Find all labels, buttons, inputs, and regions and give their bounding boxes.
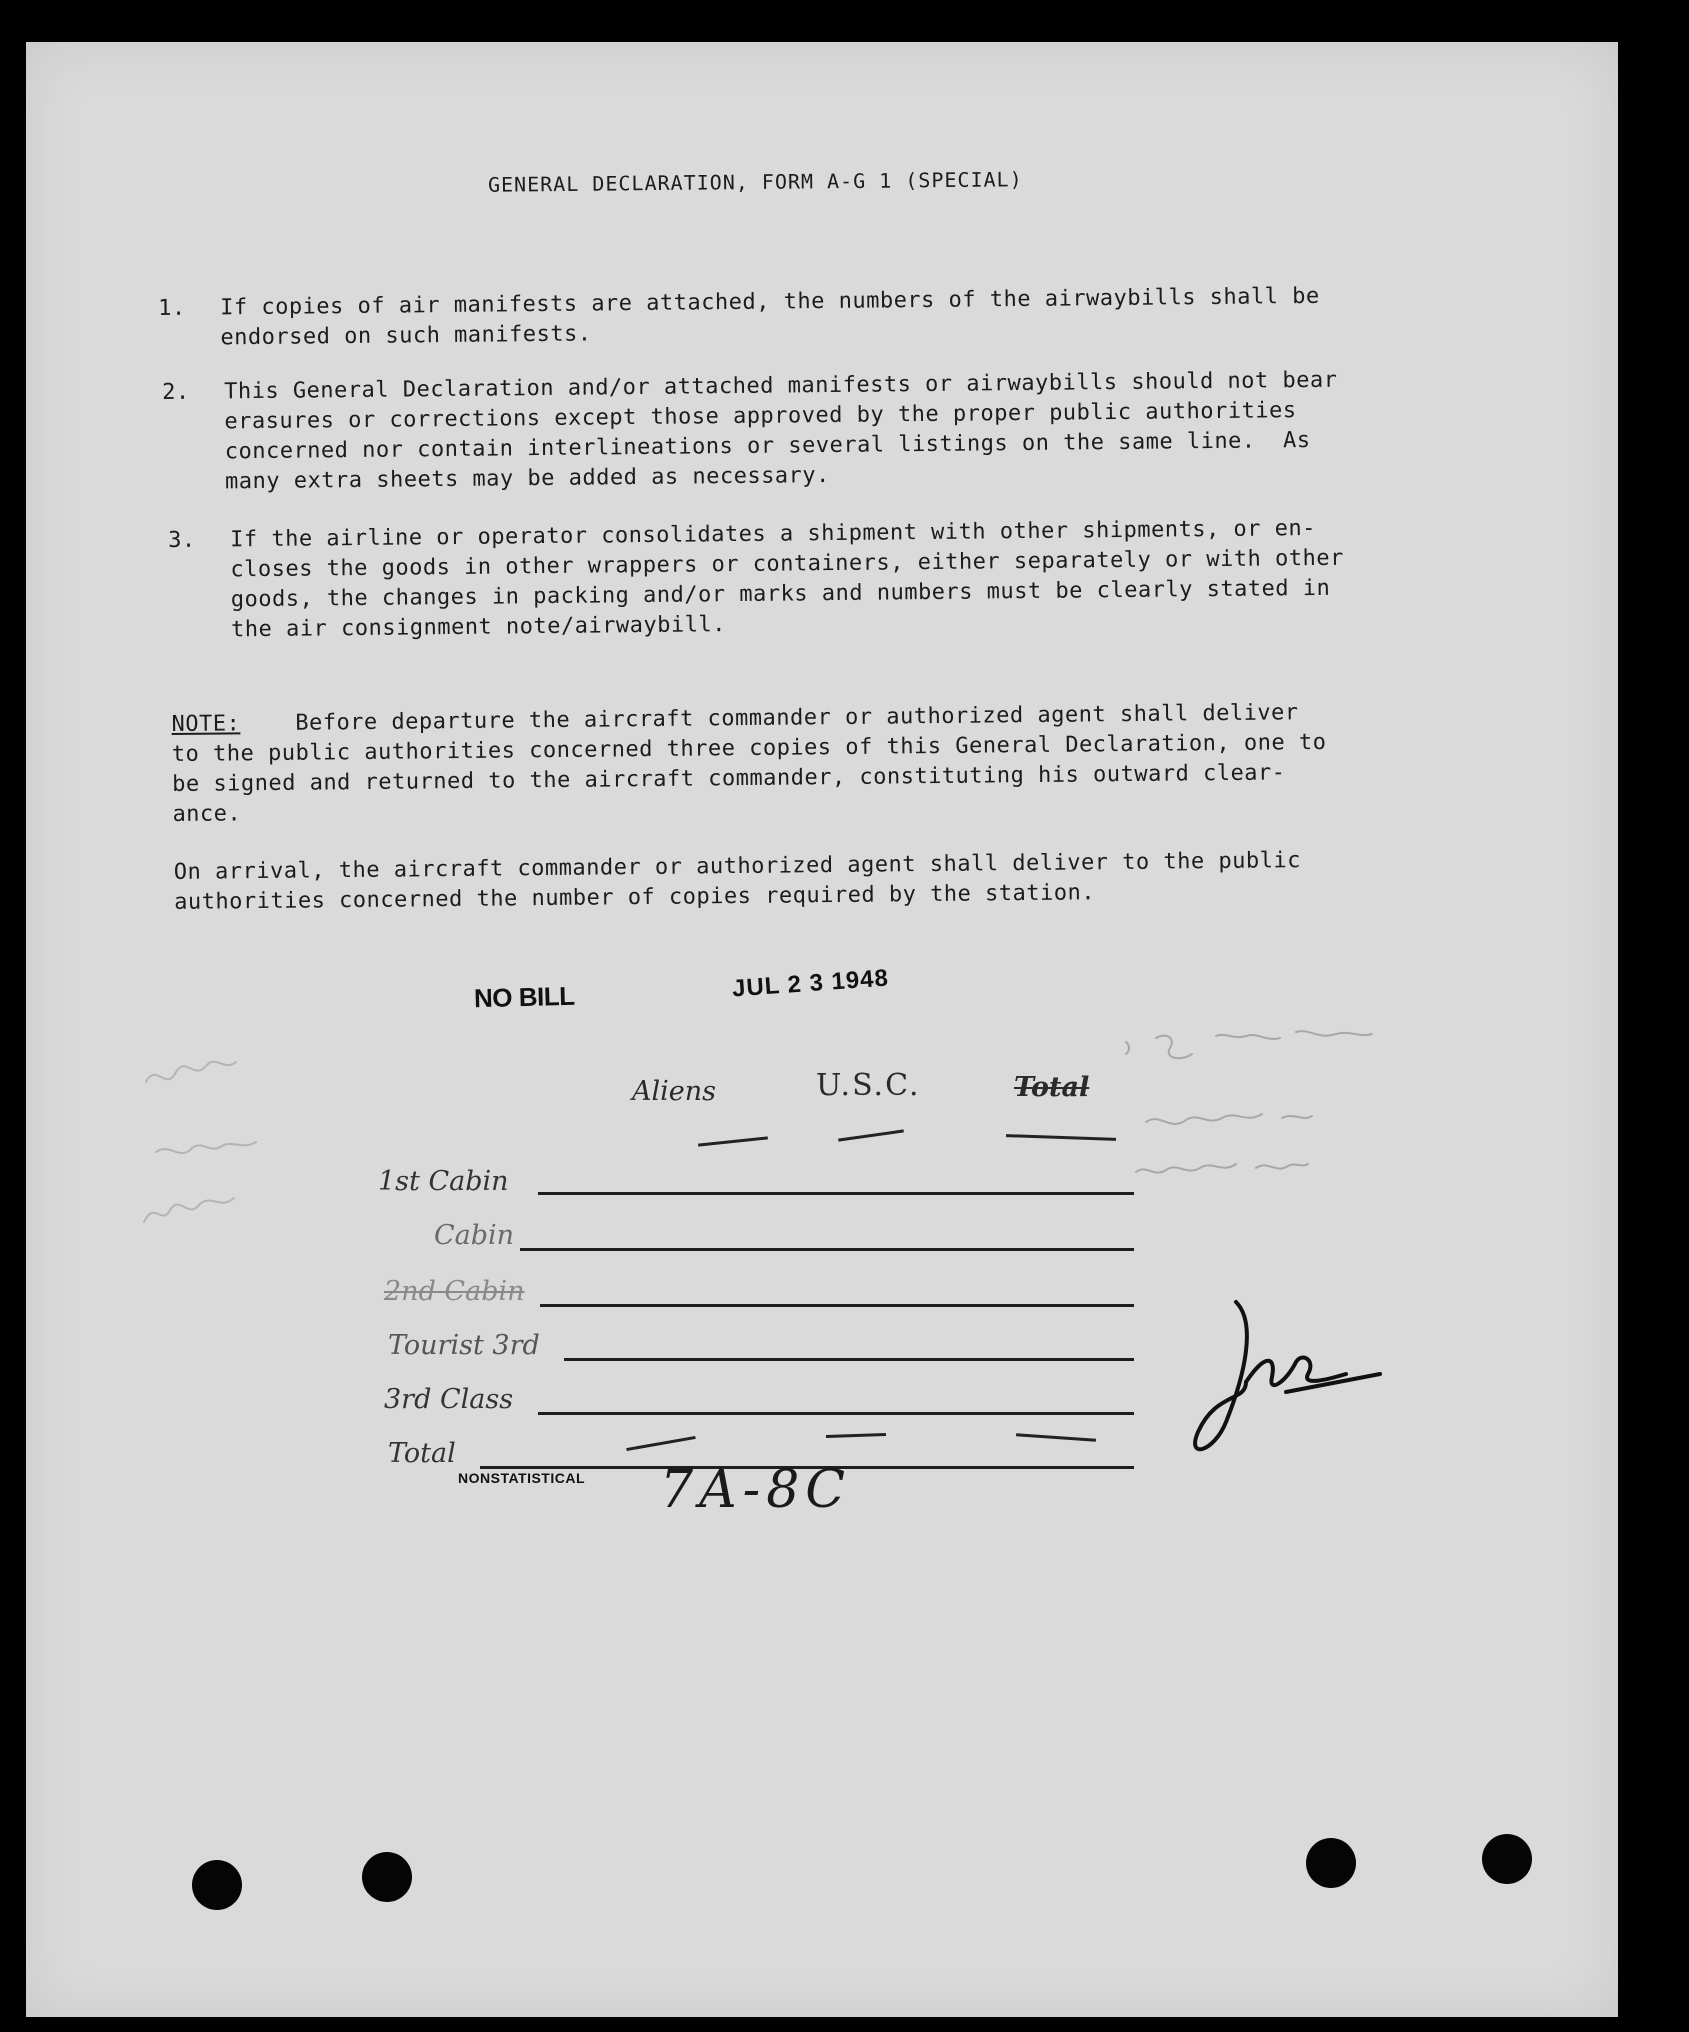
row-line-1st-cabin	[538, 1192, 1134, 1195]
punch-hole	[1306, 1838, 1356, 1888]
item-text: If copies of air manifests are attached, the numbers of the airwaybills shall be endorsed on such manifests.	[220, 283, 1320, 351]
nonstatistical-stamp: NONSTATISTICAL	[458, 1470, 586, 1486]
note-text: Before departure the aircraft commander or authorized agent shall deliver to the public authorities concerned three copies of this General Declaration, one to be signed and returned to the aircraft commander, constituting his outward clear- ance.	[171, 700, 1327, 828]
row-line-2nd-cabin	[540, 1304, 1134, 1307]
nil-dash	[838, 1129, 904, 1141]
arrival-paragraph: On arrival, the aircraft commander or authorized agent shall deliver to the public authorities concerned the number of copies required by the station.	[173, 848, 1302, 915]
nil-dash	[626, 1436, 695, 1451]
item-number: 2.	[162, 379, 190, 405]
row-label-1st-cabin: 1st Cabin	[378, 1166, 509, 1197]
nil-dash	[1016, 1433, 1096, 1442]
row-label-total: Total	[388, 1438, 456, 1469]
item-number: 3.	[168, 527, 196, 553]
document-title: GENERAL DECLARATION, FORM A-G 1 (SPECIAL)	[487, 167, 1023, 197]
punch-hole	[362, 1852, 412, 1902]
document-sheet	[26, 42, 1618, 2017]
nil-dash	[826, 1433, 886, 1438]
row-label-2nd-cabin: 2nd Cabin	[384, 1276, 525, 1307]
row-line-3rd-class	[538, 1412, 1134, 1415]
signature-initials	[1176, 1282, 1396, 1472]
punch-hole	[192, 1860, 242, 1910]
column-header-aliens: Aliens	[632, 1076, 716, 1107]
row-line-cabin	[520, 1248, 1134, 1251]
row-line-tourist-3rd	[564, 1358, 1134, 1361]
date-stamp: JUL 2 3 1948	[731, 964, 890, 1003]
row-label-cabin: Cabin	[434, 1220, 515, 1251]
no-bill-stamp: NO BILL	[473, 980, 575, 1014]
row-label-3rd-class: 3rd Class	[384, 1384, 514, 1415]
item-text: If the airline or operator consolidates a shipment with other shipments, or en- closes the goods in other wrappers or containers, either separately or with other goods, the changes in packing and/or marks and numbers must be clearly stated in the air consignment note/airwaybill.	[230, 515, 1344, 643]
column-header-usc: U.S.C.	[816, 1068, 921, 1103]
punch-hole	[1482, 1834, 1532, 1884]
item-text: This General Declaration and/or attached manifests or airwaybills should not bear erasures or corrections except those approved by the proper public authorities concerned nor contain interlineations or several listings on the same line. As many extra sheets may be added as necessary.	[224, 367, 1338, 495]
nil-dash	[698, 1136, 768, 1146]
departure-note	[171, 698, 1327, 830]
faint-pencil-notes-left	[136, 1042, 436, 1282]
note-label: NOTE:	[171, 711, 241, 738]
row-label-tourist-3rd: Tourist 3rd	[388, 1330, 540, 1361]
column-header-total: Total	[1014, 1072, 1090, 1103]
handwritten-code: 7A-8C	[660, 1460, 852, 1520]
nil-dash	[1006, 1134, 1116, 1141]
faint-pencil-notes	[1106, 1022, 1446, 1242]
item-number: 1.	[158, 295, 186, 321]
